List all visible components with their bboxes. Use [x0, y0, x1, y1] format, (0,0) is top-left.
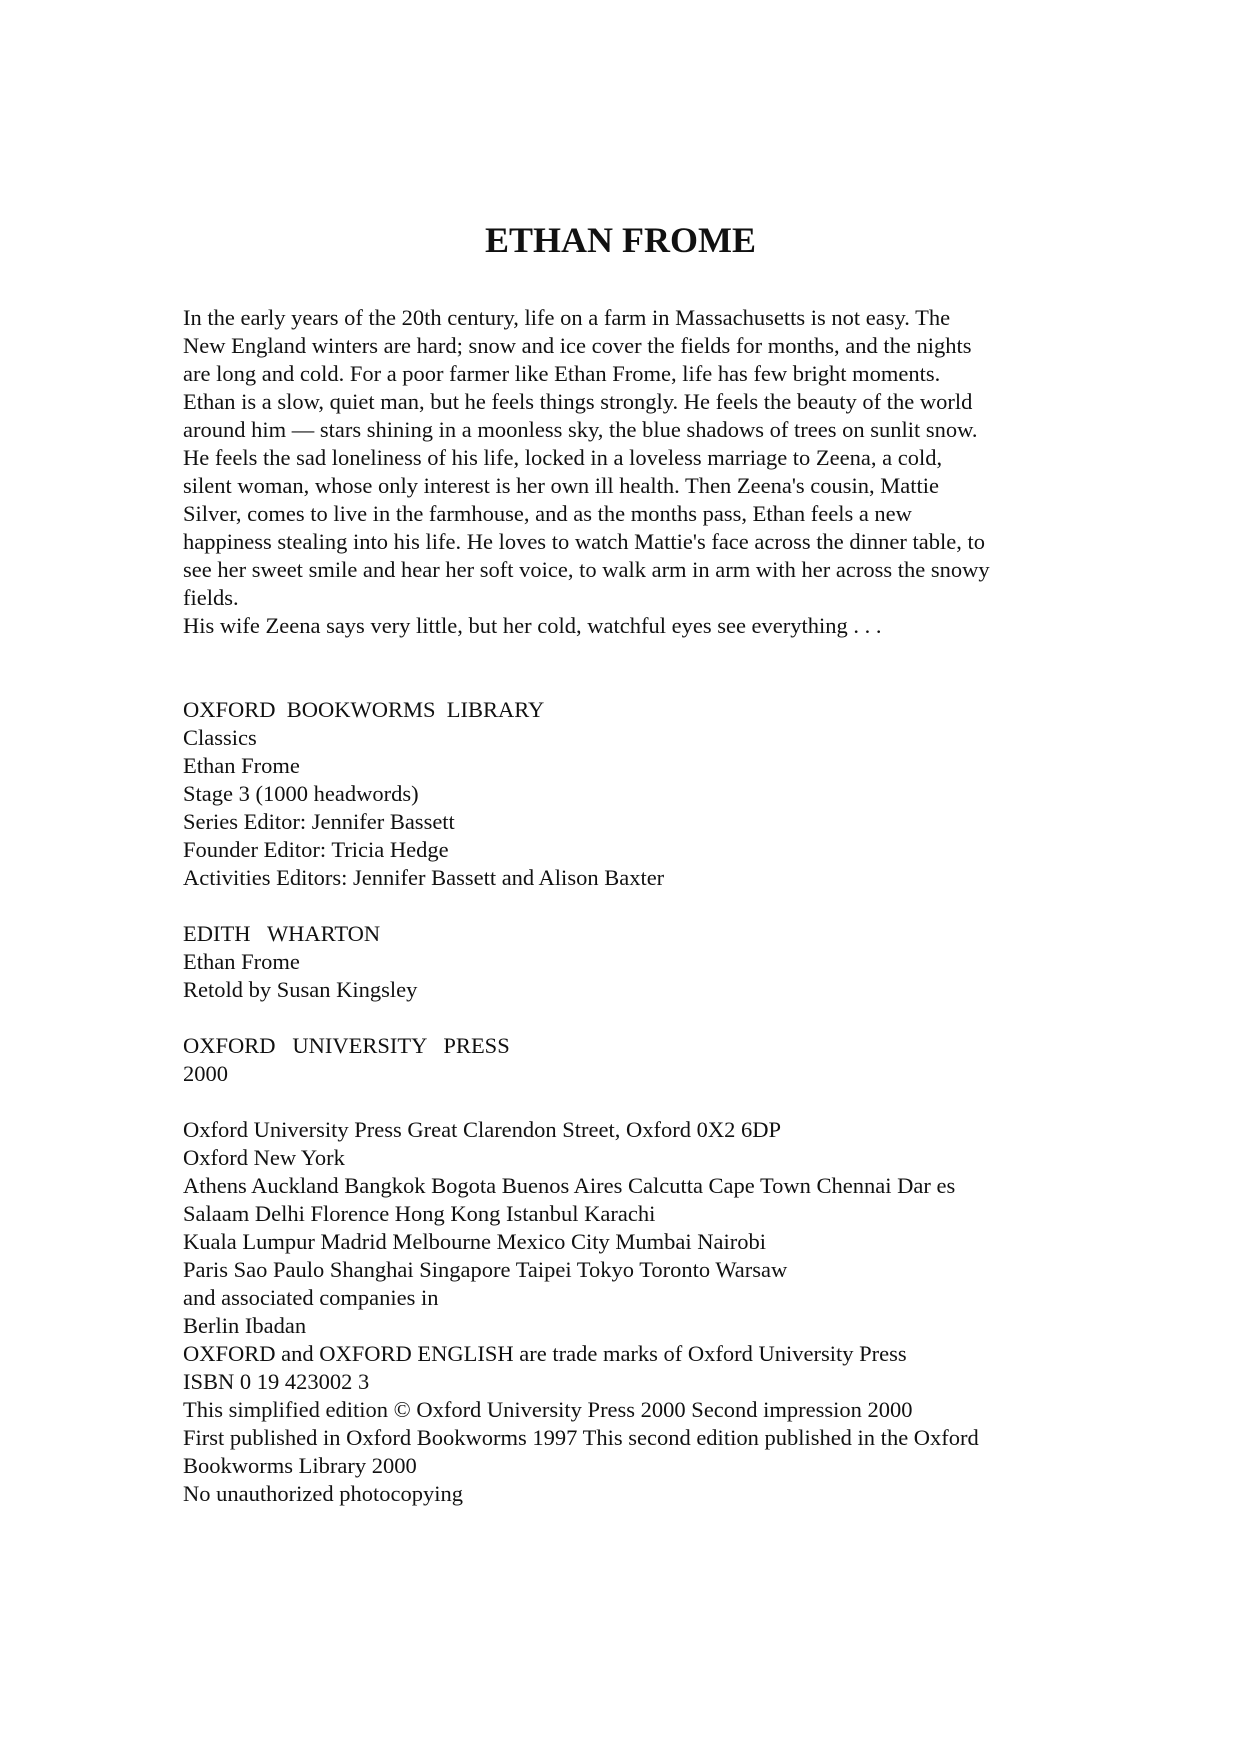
section-spacer	[183, 640, 1083, 696]
publication-year: 2000	[183, 1061, 228, 1086]
imprint-line: OXFORD and OXFORD ENGLISH are trade marks of Oxford University Press	[183, 1341, 907, 1366]
blurb-line: see her sweet smile and hear her soft voice, to walk arm in arm with her across the snowy	[183, 557, 990, 582]
series-editor: Series Editor: Jennifer Bassett	[183, 809, 455, 834]
blurb-line: In the early years of the 20th century, life on a farm in Massachusetts is not easy. The	[183, 305, 951, 330]
blurb-line: His wife Zeena says very little, but her cold, watchful eyes see everything . . .	[183, 613, 882, 638]
blurb-line: Ethan is a slow, quiet man, but he feels things strongly. He feels the beauty of the world	[183, 389, 973, 414]
copyright-line: This simplified edition © Oxford University Press 2000 Second impression 2000	[183, 1397, 913, 1422]
author-book-title: Ethan Frome	[183, 949, 300, 974]
imprint-line: Kuala Lumpur Madrid Melbourne Mexico City Mumbai Nairobi	[183, 1229, 767, 1254]
publisher-name: OXFORD UNIVERSITY PRESS	[183, 1033, 510, 1058]
imprint-line: Oxford New York	[183, 1145, 345, 1170]
blurb-line: are long and cold. For a poor farmer like Ethan Frome, life has few bright moments.	[183, 361, 941, 386]
blurb-line: Silver, comes to live in the farmhouse, and as the months pass, Ethan feels a new	[183, 501, 912, 526]
section-spacer	[183, 892, 1083, 920]
activities-editors: Activities Editors: Jennifer Bassett and Alison Baxter	[183, 865, 665, 890]
series-category: Classics	[183, 725, 257, 750]
series-book-title: Ethan Frome	[183, 753, 300, 778]
blurb-line: New England winters are hard; snow and ice cover the fields for months, and the nights	[183, 333, 972, 358]
blurb-line: happiness stealing into his life. He loves to watch Mattie's face across the dinner table, to	[183, 529, 985, 554]
isbn: ISBN 0 19 423002 3	[183, 1369, 370, 1394]
section-spacer	[183, 1004, 1083, 1032]
imprint-line: First published in Oxford Bookworms 1997 This second edition published in the Oxford	[183, 1425, 979, 1450]
blurb-line: He feels the sad loneliness of his life, locked in a loveless marriage to Zeena, a cold,	[183, 445, 943, 470]
series-stage: Stage 3 (1000 headwords)	[183, 781, 419, 806]
blurb-line: silent woman, whose only interest is her own ill health. Then Zeena's cousin, Mattie	[183, 473, 939, 498]
page-title: ETHAN FROME	[484, 220, 756, 260]
imprint-line: Oxford University Press Great Clarendon Street, Oxford 0X2 6DP	[183, 1117, 782, 1142]
imprint-line: Athens Auckland Bangkok Bogota Buenos Aires Calcutta Cape Town Chennai Dar es	[183, 1173, 956, 1198]
imprint-info	[183, 1116, 1083, 1508]
publisher-info	[183, 1032, 1083, 1088]
imprint-line: Bookworms Library 2000	[183, 1453, 417, 1478]
founder-editor: Founder Editor: Tricia Hedge	[183, 837, 449, 862]
imprint-line: Berlin Ibadan	[183, 1313, 307, 1338]
imprint-line: Salaam Delhi Florence Hong Kong Istanbul Karachi	[183, 1201, 656, 1226]
series-name: OXFORD BOOKWORMS LIBRARY	[183, 697, 545, 722]
author-name: EDITH WHARTON	[183, 921, 381, 946]
page-content	[183, 304, 1083, 1508]
section-spacer	[183, 1088, 1083, 1116]
photocopy-notice: No unauthorized photocopying	[183, 1481, 463, 1506]
author-info	[183, 920, 1083, 1004]
blurb-line: fields.	[183, 585, 239, 610]
blurb-line: around him — stars shining in a moonless sky, the blue shadows of trees on sunlit snow.	[183, 417, 978, 442]
blurb-paragraph	[183, 304, 1083, 640]
series-info	[183, 696, 1083, 892]
imprint-line: and associated companies in	[183, 1285, 439, 1310]
reteller: Retold by Susan Kingsley	[183, 977, 418, 1002]
imprint-line: Paris Sao Paulo Shanghai Singapore Taipei Tokyo Toronto Warsaw	[183, 1257, 788, 1282]
